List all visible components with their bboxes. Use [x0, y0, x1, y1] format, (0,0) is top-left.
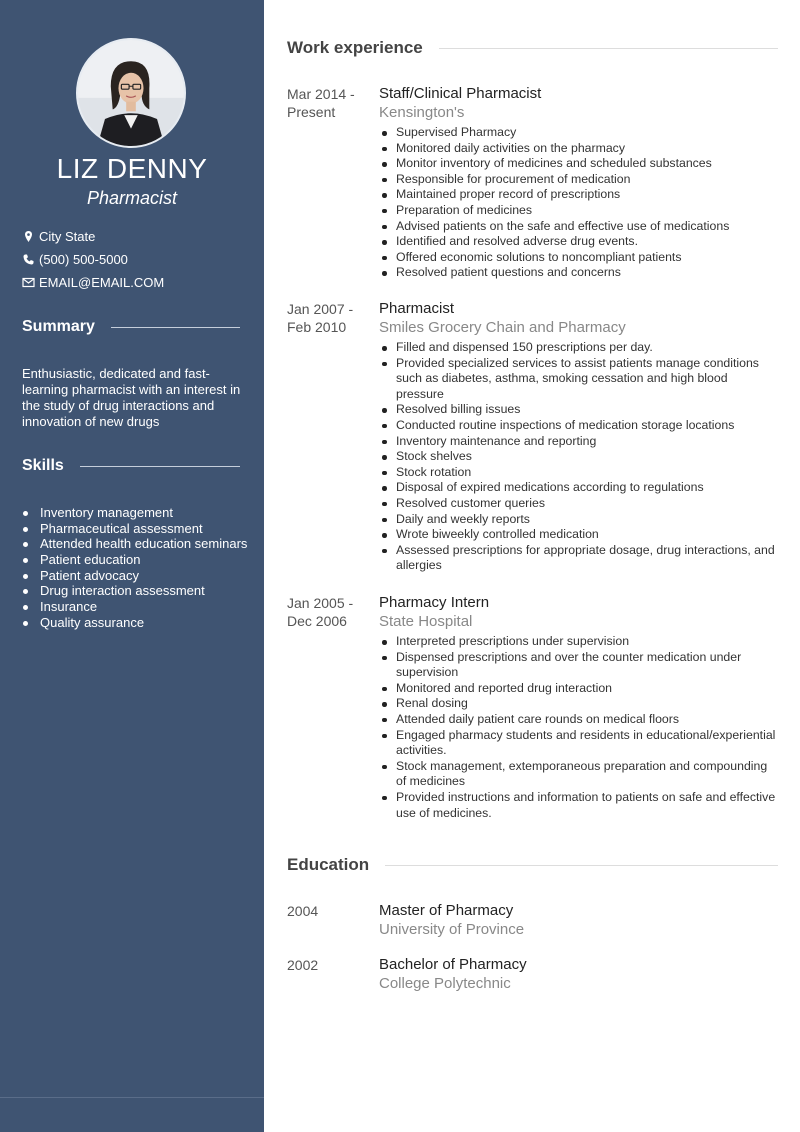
job-entry [287, 594, 778, 821]
job-bullet: Responsible for procurement of medication [379, 172, 778, 188]
job-entry [287, 85, 778, 281]
education-school: University of Province [379, 921, 525, 938]
job-bullet: Daily and weekly reports [379, 512, 778, 528]
job-bullets [379, 125, 778, 281]
skills-divider [80, 466, 240, 467]
skill-item: Drug interaction assessment [22, 583, 247, 599]
job-bullet: Filled and dispensed 150 prescriptions per day. [379, 340, 778, 356]
sidebar-bottom-divider [0, 1097, 264, 1098]
job-bullet: Renal dosing [379, 696, 778, 712]
job-bullet: Conducted routine inspections of medication storage locations [379, 418, 778, 434]
summary-text: Enthusiastic, dedicated and fast-learning pharmacist with an interest in the study of drug interactions and innovation of new drugs [22, 366, 241, 429]
job-dates: Jan 2005 - Dec 2006 [287, 595, 354, 629]
job-bullet: Engaged pharmacy students and residents in educational/experiential activities. [379, 728, 778, 759]
contact-email [22, 271, 164, 294]
skill-item: Attended health education seminars [22, 536, 247, 552]
job-bullets [379, 340, 778, 574]
job-bullet: Identified and resolved adverse drug events. [379, 234, 778, 250]
job-bullet: Monitored daily activities on the pharmacy [379, 141, 778, 157]
summary-title: Summary [22, 318, 95, 335]
job-bullet: Stock management, extemporaneous preparation and compounding of medicines [379, 759, 778, 790]
profile-name: LIZ DENNY [56, 153, 208, 184]
job-bullets [379, 634, 778, 821]
job-bullet: Interpreted prescriptions under supervision [379, 634, 778, 650]
job-bullet: Disposal of expired medications according to regulations [379, 480, 778, 496]
skill-item: Inventory management [22, 505, 247, 521]
job-role: Staff/Clinical Pharmacist [379, 85, 542, 102]
job-bullet: Resolved patient questions and concerns [379, 265, 778, 281]
summary-heading [22, 318, 240, 336]
job-bullet: Provided specialized services to assist patients manage conditions such as diabetes, asthma, smoking cessation and high blood pressure [379, 356, 778, 403]
phone-icon [22, 253, 35, 266]
profile-title: Pharmacist [86, 188, 178, 208]
skill-item: Patient education [22, 552, 247, 568]
envelope-icon [22, 276, 35, 289]
education-year: 2002 [287, 957, 319, 973]
education-school: College Polytechnic [379, 975, 511, 992]
education-entry [287, 902, 778, 940]
job-bullet: Attended daily patient care rounds on medical floors [379, 712, 778, 728]
email-text: EMAIL@EMAIL.COM [39, 275, 165, 290]
education-title: Education [287, 855, 370, 874]
phone-text: (500) 500-5000 [39, 252, 128, 267]
skill-item: Patient advocacy [22, 568, 247, 584]
skill-item: Pharmaceutical assessment [22, 521, 247, 537]
job-role: Pharmacy Intern [379, 594, 490, 611]
work-divider [439, 48, 778, 49]
avatar [76, 38, 186, 148]
location-text: City State [39, 229, 96, 244]
education-year: 2004 [287, 903, 319, 919]
education-heading [287, 855, 778, 875]
contact-phone [22, 248, 164, 271]
skills-list [22, 505, 247, 631]
job-dates: Mar 2014 - Present [287, 86, 355, 120]
job-bullet: Wrote biweekly controlled medication [379, 527, 778, 543]
job-bullet: Preparation of medicines [379, 203, 778, 219]
job-bullet: Provided instructions and information to patients on safe and effective use of medicines. [379, 790, 778, 821]
education-degree: Bachelor of Pharmacy [379, 956, 527, 973]
map-pin-icon [22, 230, 35, 243]
contact-info [22, 225, 164, 294]
job-bullet: Stock rotation [379, 465, 778, 481]
summary-divider [111, 327, 240, 328]
job-bullet: Monitored and reported drug interaction [379, 681, 778, 697]
job-bullet: Offered economic solutions to noncompliant patients [379, 250, 778, 266]
sidebar [0, 0, 264, 1132]
job-bullet: Stock shelves [379, 449, 778, 465]
job-entry [287, 300, 778, 574]
job-bullet: Resolved billing issues [379, 402, 778, 418]
job-dates: Jan 2007 - Feb 2010 [287, 301, 354, 335]
job-bullet: Assessed prescriptions for appropriate dosage, drug interactions, and allergies [379, 543, 778, 574]
skill-item: Quality assurance [22, 615, 247, 631]
job-role: Pharmacist [379, 300, 455, 317]
contact-location [22, 225, 164, 248]
education-degree: Master of Pharmacy [379, 902, 514, 919]
skills-heading [22, 457, 240, 475]
work-title: Work experience [287, 38, 423, 57]
job-bullet: Advised patients on the safe and effective use of medications [379, 219, 778, 235]
main-content [264, 0, 800, 1132]
job-bullet: Supervised Pharmacy [379, 125, 778, 141]
job-org: State Hospital [379, 613, 473, 630]
profile-photo-icon [78, 40, 184, 146]
job-bullet: Maintained proper record of prescriptions [379, 187, 778, 203]
education-entry [287, 956, 778, 994]
job-bullet: Resolved customer queries [379, 496, 778, 512]
job-org: Smiles Grocery Chain and Pharmacy [379, 319, 626, 336]
education-divider [385, 865, 778, 866]
job-bullet: Monitor inventory of medicines and scheduled substances [379, 156, 778, 172]
job-bullet: Dispensed prescriptions and over the counter medication under supervision [379, 650, 778, 681]
job-org: Kensington's [379, 104, 465, 121]
skills-title: Skills [22, 457, 64, 474]
skill-item: Insurance [22, 599, 247, 615]
job-bullet: Inventory maintenance and reporting [379, 434, 778, 450]
work-heading [287, 38, 778, 58]
